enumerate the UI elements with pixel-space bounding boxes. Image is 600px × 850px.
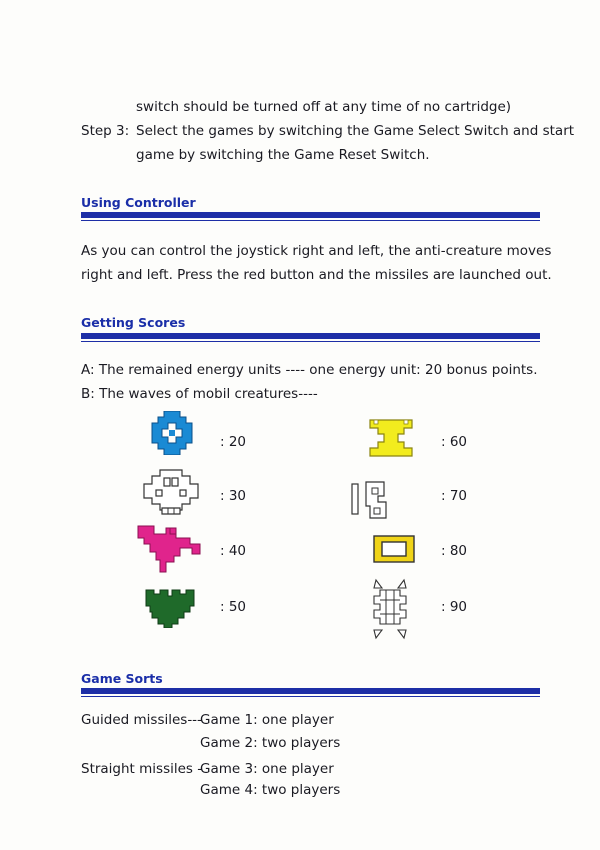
- game-4: Game 4: two players: [200, 782, 341, 798]
- guided-missiles-label: Guided missiles---: [81, 712, 202, 728]
- game-1: Game 1: one player: [200, 712, 334, 728]
- yellow-box-creature-icon: [372, 534, 416, 564]
- points-20: : 20: [220, 434, 247, 450]
- outline-creature-icon: [350, 478, 410, 522]
- points-70: : 70: [441, 488, 468, 504]
- score-line-b: B: The waves of mobil creatures----: [81, 386, 318, 402]
- section-heading-game-sorts: Game Sorts: [81, 671, 163, 686]
- ladder-creature-icon: [366, 578, 414, 640]
- score-line-a: A: The remained energy units ---- one energy unit: 20 bonus points.: [81, 362, 538, 378]
- section-rule: [81, 333, 540, 342]
- points-60: : 60: [441, 434, 468, 450]
- controller-text-cont: right and left. Press the red button and the missiles are launched out.: [81, 267, 552, 283]
- green-creature-icon: [142, 586, 198, 628]
- intro-line: switch should be turned off at any time of no cartridge): [136, 99, 512, 115]
- section-heading-controller: Using Controller: [81, 195, 196, 210]
- step3-text-cont: game by switching the Game Reset Switch.: [136, 147, 430, 163]
- magenta-creature-icon: [136, 524, 206, 574]
- points-90: : 90: [441, 599, 468, 615]
- controller-text: As you can control the joystick right and left, the anti-creature moves: [81, 243, 552, 259]
- game-2: Game 2: two players: [200, 735, 341, 751]
- step3-label: Step 3:: [81, 123, 130, 139]
- points-30: : 30: [220, 488, 247, 504]
- game-3: Game 3: one player: [200, 761, 334, 777]
- section-rule: [81, 212, 540, 221]
- step3-text: Select the games by switching the Game Select Switch and start: [136, 123, 575, 139]
- white-creature-icon: [142, 468, 200, 516]
- points-40: : 40: [220, 543, 247, 559]
- points-50: : 50: [220, 599, 247, 615]
- blue-creature-icon: [150, 411, 194, 455]
- section-heading-scores: Getting Scores: [81, 315, 186, 330]
- section-rule: [81, 688, 540, 697]
- straight-missiles-label: Straight missiles -: [81, 761, 203, 777]
- points-80: : 80: [441, 543, 468, 559]
- yellow-creature-icon: [368, 418, 414, 458]
